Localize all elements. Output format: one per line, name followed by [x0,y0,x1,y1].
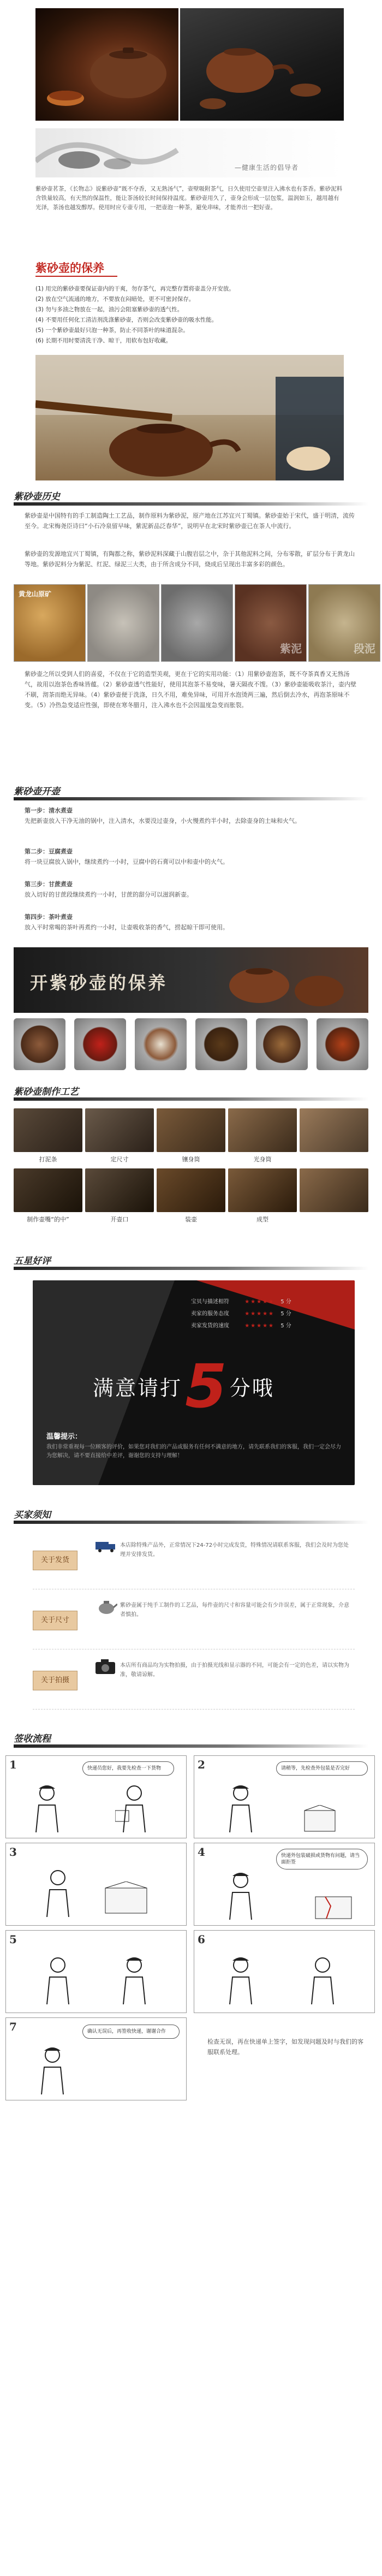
craft-step-label: 镶身筒 [182,1156,200,1163]
comic-panel-5 [5,1930,187,2013]
broken-package-icon [314,1892,353,1920]
comic-panel-3 [5,1843,187,1926]
kaihu-step-2: 第二步：豆腐煮壶 [25,848,73,855]
care-list [35,284,344,346]
kaihu-banner-title: 开紫砂壶的保养 [30,972,168,993]
pouring-tea-photo [35,355,344,480]
boil-pot-5 [256,1018,308,1070]
history-title: 紫砂壶历史 [14,491,60,502]
care-item: (1) 用完的紫砂壶要保证壶内的干爽，勿存茶气，再完整存置将壶盖分开安放。 [35,286,235,292]
ore-image-1 [14,584,86,662]
panel-number: 3 [9,1845,17,1859]
craft-title: 紫砂壶制作工艺 [14,1087,79,1097]
rating-tip-body: 我们非常重视每一位顾客的评价，如果您对我们的产品或服务有任何不满意的地方，请先联系我们的客服，我们一定会尽力为您解决，请不要直接给中差评，谢谢您的支持与理解！ [46,1444,341,1459]
ore-label: 段泥 [354,642,375,655]
buyer-text: 紫砂壶属于纯手工制作的工艺品，每件壶的尺寸和容量可能会有少许误差，属于正常现象，介意者慎拍。 [120,1602,349,1618]
craft-step-label: 打泥条 [39,1156,57,1163]
rating-row [191,1309,344,1317]
speech-bubble: 请稍等，先检查外包装是否完好 [276,1761,368,1776]
customer-figure [39,1868,77,1917]
boil-pot-4 [195,1018,247,1070]
care-item: (3) 勿与多油之物放在一起，油污会阻塞紫砂壶的透气性。 [35,306,183,313]
care-title-underline [35,276,117,277]
buyer-text: 本店所有商品均为实物拍摄，由于拍摄光线和显示器的不同，可能会有一定的色差，请以实物为准，敬请谅解。 [120,1663,349,1678]
rating-row-score: 5 分 [280,1311,291,1317]
kaihu-step-3: 第三步：甘蔗煮壶 [25,881,73,888]
craft-step-4-photo [228,1108,297,1152]
kaihu-banner [14,947,368,1013]
kaihu-step-4: 第四步：茶叶煮壶 [25,913,73,921]
kaihu-title-bar [14,797,368,800]
craft-step-label: 成型 [256,1216,268,1223]
panel-number: 1 [9,1758,17,1771]
craft-step-2-photo [85,1108,154,1152]
rating-row-score: 5 分 [280,1323,291,1329]
package-icon [303,1805,336,1832]
craft-step-label: 装壶 [185,1216,197,1223]
rating-row-score: 5 分 [280,1299,291,1305]
buyer-item-photo [33,1654,355,1710]
craft-step-7-photo [85,1168,154,1212]
comic-panel-7 [5,2017,187,2100]
rating-row [191,1297,344,1305]
package-icon [104,1881,148,1914]
ore-image-2 [87,584,159,662]
rating-headline-post: 分哦 [229,1376,274,1400]
care-title: 紫砂壶的保养 [35,261,104,275]
craft-step-1-photo [14,1108,82,1152]
kaihu-title: 紫砂壶开壶 [14,786,60,797]
comic-panel-4 [194,1843,375,1926]
comic-panel-6 [194,1930,375,2013]
boil-pot-2 [74,1018,126,1070]
hero-photo-teaset [180,8,344,121]
buyer-title-bar [14,1521,368,1524]
history-para-1: 紫砂壶是中国特有的手工制造陶土工艺品，制作原料为紫砂泥，原产地在江苏宜兴丁蜀镇。紫砂壶始于宋代，盛于明清，流传至今。北宋梅尧臣诗曰“小石冷泉留早味，紫泥新品泛春华”，说明早在北宋时紫砂壶已在茶人中流行。 [25,512,355,530]
buyer-tag: 关于拍摄 [33,1671,77,1690]
history-para-3: 紫砂壶之所以受到人们的喜爱，不仅在于它的造型美观，更在于它的实用功能：（1）用紫砂壶泡茶，既不夺茶真香又无熟汤气，故用以泡茶色香味皆蕴。（2）紫砂壶透气性能好，使用其泡茶不易变味，暑天隔夜不馊。（3）紫砂壶能吸收茶汁，壶内壁不刷，沏茶而绝无异味。（4）紫砂壶便于洗涤，日久不用，难免异味，可用开水泡烫两三遍，然后倒去冷水，再泡茶原味不变。（5）冷热急变适应性强，即使在寒冬腊月，注入沸水也不会因温度急变而胀裂。 [25,670,356,709]
courier-figure [28,1783,66,1832]
rating-panel [33,1280,355,1485]
craft-step-6-photo [14,1168,82,1212]
buyer-item-size [33,1594,355,1649]
star-icons: ★★★★★ [244,1299,275,1305]
courier-figure [115,1955,153,2004]
panel-number: 7 [9,2020,17,2033]
sign-title-bar [14,1744,368,1748]
rating-headline-pre: 满意请打 [93,1376,183,1400]
rating-row-label: 卖家的服务态度 [191,1311,229,1317]
kaihu-step-3-text: 放入切好的甘蔗段继续煮约一小时，甘蔗的甜分可以滋润新壶。 [25,891,193,898]
slogan: —健康生活的倡导者 [235,164,299,171]
buyer-tag: 关于尺寸 [33,1611,77,1630]
craft-step-3-photo [157,1108,225,1152]
courier-figure [33,2045,71,2094]
panel-number: 6 [198,1933,205,1946]
craft-step-10-photo [300,1168,368,1212]
star-icons: ★★★★★ [244,1323,275,1329]
sign-final-text: 检查无误，再在快递单上签字，如发现问题及时与我们的客服联系处理。 [207,2038,363,2056]
sign-title: 签收流程 [14,1734,51,1744]
ore-image-5 [308,584,380,662]
craft-step-label: 定尺寸 [110,1156,129,1163]
craft-step-5-photo [300,1108,368,1152]
rating-title: 五星好评 [14,1256,51,1267]
speech-bubble: 快递外包装破损或货物有问题，请当面拒签 [276,1849,368,1869]
comic-panel-2 [194,1755,375,1838]
rating-row-label: 宝贝与描述相符 [191,1299,229,1305]
courier-figure [222,1783,260,1832]
kaihu-step-1-text: 先把新壶放入干净无油的锅中，注入清水，水要没过壶身，小火慢煮约半小时，去除壶身的土味和火气。 [25,817,301,824]
history-title-bar [14,502,368,506]
boil-pot-1 [14,1018,65,1070]
courier-figure [222,1955,260,2004]
rating-headline [93,1351,274,1421]
speech-bubble: 快递员您好，我要先检查一下货物 [82,1761,174,1776]
rating-row-label: 卖家发货的速度 [191,1323,229,1329]
customer-figure [39,1955,77,2004]
craft-step-label: 光身筒 [253,1156,272,1163]
ore-image-3 [161,584,233,662]
teapot-icon [96,1599,117,1615]
care-item: (4) 不要用任何化工清洁剂洗涤紫砂壶，否则会改变紫砂壶的吸水性能。 [35,317,218,323]
history-para-2: 紫砂壶的发源地宜兴丁蜀镇，有陶都之称，紫砂泥料深藏于山腹岩层之中，杂于其他泥料之间，分布零散，矿层分布于黄龙山等地。紫砂泥料分为紫泥、红泥、绿泥三大类，由于所含成分不同，烧成后呈现出丰富多彩的颜色。 [25,550,355,568]
boil-pot-6 [317,1018,368,1070]
craft-step-label: 开壶口 [110,1216,129,1223]
care-item: (2) 放在空气流通的地方，不要放在闷暗处，更不可密封保存。 [35,296,195,302]
courier-figure [222,1871,260,1920]
ore-label: 黄龙山原矿 [19,590,52,598]
craft-title-bar [14,1097,368,1101]
ore-label: 紫泥 [280,642,302,655]
kaihu-step-1: 第一步：清水煮壶 [25,807,73,814]
buyer-tag: 关于发货 [33,1551,77,1570]
intro-text: 紫砂壶茗茶，《长物志》说紫砂壶“既不夺香，又无熟汤气”，壶壁吸附茶气，日久使用空壶里注入沸水也有茶香。紫砂泥料含铁量较高，有天然的保温性，能让茶汤较长时间保持温度。紫砂壶用久了，壶身会形成一层包浆，温润如玉，越用越有光泽，茶汤也越发醇厚。使用时应专壶专用，一把壶泡一种茶，避免串味，才能养出一把好壶。 [35,186,343,211]
hero-photo-teapot-cups [35,8,178,121]
craft-step-label: 制作壶嘴“的中” [27,1216,69,1223]
kaihu-step-4-text: 放入平时常喝的茶叶再煮约一小时，让壶吸收茶的香气，捞起晾干即可使用。 [25,924,229,931]
rating-tip-title: 温馨提示： [46,1433,82,1441]
comic-panel-1 [5,1755,187,1838]
rating-headline-num: 5 [185,1351,227,1421]
panel-number: 5 [9,1933,17,1946]
buyer-item-shipping [33,1534,355,1589]
ore-image-4 [235,584,307,662]
buyer-title: 买家须知 [14,1510,51,1521]
panel-number: 2 [198,1758,205,1771]
kaihu-step-2-text: 将一块豆腐放入锅中，继续煮约一小时，豆腐中的石膏可以中和壶中的火气。 [25,858,229,865]
craft-step-9-photo [228,1168,297,1212]
customer-figure [303,1955,342,2004]
rating-row [191,1321,344,1329]
rating-title-bar [14,1267,368,1270]
camera-icon [96,1659,115,1674]
star-icons: ★★★★★ [244,1311,275,1317]
care-item: (5) 一个紫砂壶最好只泡一种茶，防止不同茶叶的味道混杂。 [35,327,189,334]
boil-pot-3 [135,1018,187,1070]
truck-icon [96,1540,117,1553]
buyer-text: 本店除特殊产品外，正常情况下24-72小时完成发货，特殊情况请联系客服，我们会及时为您处理并安排发货。 [120,1542,349,1558]
customer-figure [115,1783,153,1832]
care-item: (6) 长期不用时要清洗干净、晾干，用软布包好收藏。 [35,337,172,344]
craft-step-8-photo [157,1168,225,1212]
speech-bubble: 确认无误后，再签收快递，谢谢合作 [82,2025,180,2039]
panel-number: 4 [198,1845,205,1859]
